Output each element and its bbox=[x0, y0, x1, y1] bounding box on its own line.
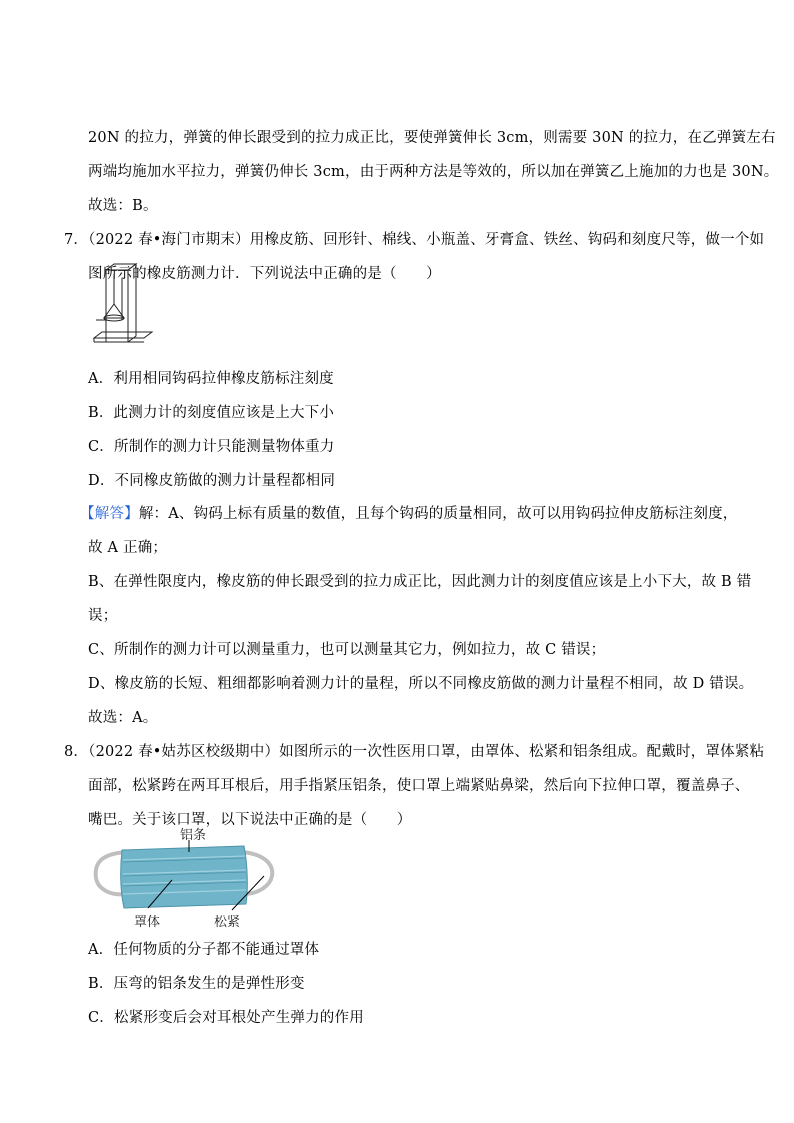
option-a: A．利用相同钩码拉伸橡皮筋标注刻度 bbox=[88, 371, 334, 387]
text-line: 故选：B。 bbox=[88, 198, 158, 214]
option-c: C．松紧形变后会对耳根处产生弹力的作用 bbox=[88, 1010, 364, 1026]
question-7-stem: 7．（2022 春•海门市期末）用橡皮筋、回形针、棉线、小瓶盖、牙膏盒、铁丝、钩码和刻度尺等，做一个如 bbox=[64, 232, 765, 248]
question-8-stem-cont: 嘴巴。关于该口罩，以下说法中正确的是（ ） bbox=[88, 812, 412, 828]
label-aluminum-strip: 铝条 bbox=[180, 828, 207, 843]
answer-tag: 【解答】 bbox=[80, 506, 139, 522]
option-d: D．不同橡皮筋做的测力计量程都相同 bbox=[88, 473, 336, 489]
answer-line bbox=[80, 504, 738, 524]
question-8-stem: 8．（2022 春•姑苏区校级期中）如图所示的一次性医用口罩，由罩体、松紧和铝条组成。配戴时，罩体紧粘 bbox=[64, 744, 765, 760]
answer-line: D、橡皮筋的长短、粗细都影响着测力计的量程，所以不同橡皮筋做的测力计量程不相同，故 D 错误。 bbox=[88, 676, 754, 692]
rubber-band-meter-figure bbox=[92, 262, 158, 346]
answer-line: 故 A 正确； bbox=[88, 540, 168, 556]
question-8-stem-cont: 面部，松紧跨在两耳耳根后，用手指紧压铝条，使口罩上端紧贴鼻梁，然后向下拉伸口罩，覆盖鼻子、 bbox=[88, 778, 750, 794]
answer-line: 故选：A。 bbox=[88, 710, 158, 726]
answer-line: B、在弹性限度内，橡皮筋的伸长跟受到的拉力成正比，因此测力计的刻度值应该是上小下大，故 B 错 bbox=[88, 574, 752, 590]
text-line: 两端均施加水平拉力，弹簧仍伸长 3cm，由于两种方法是等效的，所以加在弹簧乙上施加的力也是 30N。 bbox=[88, 164, 779, 180]
option-b: B．此测力计的刻度值应该是上大下小 bbox=[88, 405, 335, 421]
label-mask-body: 罩体 bbox=[134, 915, 161, 930]
option-b: B．压弯的铝条发生的是弹性形变 bbox=[88, 976, 305, 992]
answer-line: 误； bbox=[88, 608, 118, 624]
label-elastic: 松紧 bbox=[214, 915, 241, 930]
text-line: 20N 的拉力，弹簧的伸长跟受到的拉力成正比，要使弹簧伸长 3cm，则需要 30N 的拉力，在乙弹簧左右 bbox=[88, 130, 776, 146]
medical-mask-figure bbox=[92, 828, 282, 932]
answer-line: C、所制作的测力计可以测量重力，也可以测量其它力，例如拉力，故 C 错误； bbox=[88, 642, 606, 658]
option-a: A．任何物质的分子都不能通过罩体 bbox=[88, 942, 320, 958]
answer-text: 解：A、钩码上标有质量的数值，且每个钩码的质量相同，故可以用钩码拉伸皮筋标注刻度， bbox=[138, 506, 738, 522]
option-c: C．所制作的测力计只能测量物体重力 bbox=[88, 439, 335, 455]
question-7-stem-cont: 图所示的橡皮筋测力计．下列说法中正确的是（ ） bbox=[88, 266, 441, 282]
